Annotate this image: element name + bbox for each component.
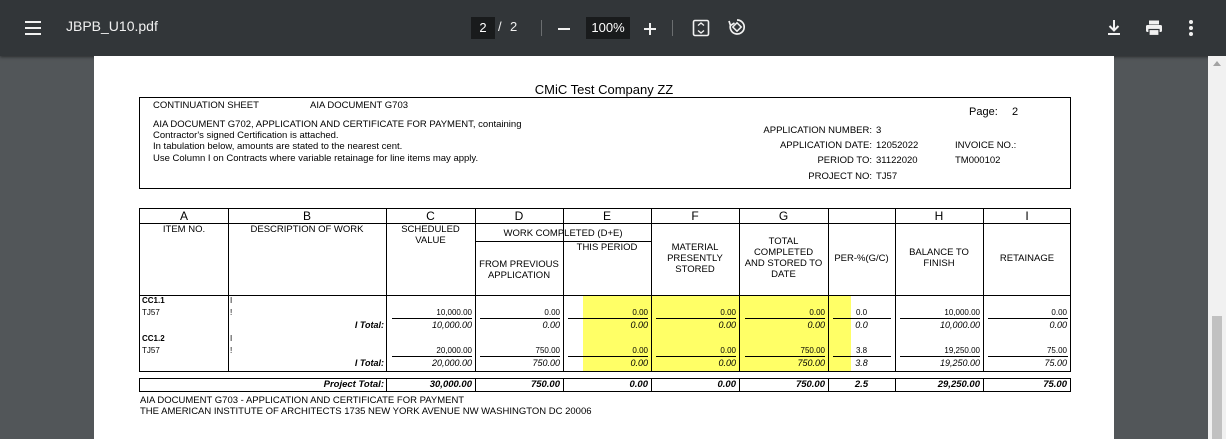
project-total-percent: 2.5 bbox=[854, 379, 869, 390]
total-scheduled: 20,000.00 bbox=[431, 358, 472, 368]
print-button[interactable] bbox=[1144, 18, 1164, 38]
header-material-stored: STORED bbox=[675, 264, 715, 275]
column-letter: F bbox=[691, 209, 699, 223]
total-balance: 19,250.00 bbox=[939, 358, 980, 368]
invoice-no-label: INVOICE NO.: bbox=[955, 140, 1017, 151]
cell-retainage: 75.00 bbox=[1046, 346, 1067, 355]
cell-percent: 3.8 bbox=[855, 346, 868, 355]
header-scheduled-value: SCHEDULED bbox=[401, 224, 460, 235]
rotate-button[interactable] bbox=[727, 17, 747, 37]
total-completed: 750.00 bbox=[797, 358, 825, 368]
cell-scheduled: 10,000.00 bbox=[436, 308, 472, 317]
total-from-previous: 0.00 bbox=[542, 320, 560, 330]
cell-total-completed: 750.00 bbox=[800, 346, 825, 355]
vertical-scrollbar[interactable] bbox=[1208, 56, 1226, 439]
header-total-completed: DATE bbox=[771, 269, 796, 280]
application-date: 12052022 bbox=[876, 140, 919, 151]
total-material: 0.00 bbox=[718, 320, 736, 330]
period-to-label: PERIOD TO: bbox=[817, 155, 872, 166]
cell-balance: 19,250.00 bbox=[944, 346, 980, 355]
total-scheduled: 10,000.00 bbox=[431, 320, 472, 330]
page-separator: / bbox=[498, 19, 502, 34]
zoom-level-input[interactable]: 100% bbox=[586, 17, 630, 39]
header-note-line: Contractor's signed Certification is attached. bbox=[153, 130, 339, 141]
column-letter: D bbox=[514, 209, 524, 223]
header-note-line: Use Column I on Contracts where variable retainage for line items may apply. bbox=[153, 153, 479, 164]
column-letter: E bbox=[602, 209, 611, 223]
header-note-line: In tabulation below, amounts are stated to the nearest cent. bbox=[153, 141, 403, 152]
column-letter: B bbox=[302, 209, 311, 223]
period-to: 31122020 bbox=[876, 155, 918, 166]
header-total-completed: COMPLETED bbox=[753, 247, 814, 258]
total-balance: 10,000.00 bbox=[939, 320, 980, 330]
total-retainage: 75.00 bbox=[1044, 358, 1067, 368]
sheet-label: CONTINUATION SHEET bbox=[153, 100, 259, 111]
project-no-label: PROJECT NO: bbox=[808, 171, 872, 182]
application-date-label: APPLICATION DATE: bbox=[779, 140, 872, 151]
item-total-label: I Total: bbox=[354, 358, 384, 368]
header-from-previous: FROM PREVIOUS bbox=[479, 259, 559, 270]
column-letter: H bbox=[934, 209, 944, 223]
project-total-balance: 29,250.00 bbox=[937, 379, 980, 390]
cell-from-previous: 750.00 bbox=[535, 346, 560, 355]
scroll-up-arrow-icon[interactable] bbox=[1213, 61, 1221, 66]
item-code: CC1.1 bbox=[142, 296, 165, 305]
cell-this-period: 0.00 bbox=[632, 308, 648, 317]
more-actions-button[interactable] bbox=[1184, 18, 1198, 38]
project-total-row bbox=[139, 378, 1071, 392]
description-mark: ! bbox=[230, 308, 233, 317]
cell-scheduled: 20,000.00 bbox=[436, 346, 472, 355]
page-number-input[interactable]: 2 bbox=[471, 17, 495, 39]
page-label: Page: bbox=[969, 106, 998, 118]
total-from-previous: 750.00 bbox=[532, 358, 560, 368]
pdf-page bbox=[94, 56, 1114, 439]
column-letter: C bbox=[426, 209, 435, 223]
total-percent: 3.8 bbox=[855, 358, 868, 368]
header-material-stored: MATERIAL bbox=[671, 242, 719, 253]
fit-page-icon bbox=[692, 19, 710, 37]
continuation-table bbox=[139, 208, 1071, 372]
rotate-icon bbox=[727, 17, 747, 37]
project-no: TJ57 bbox=[876, 171, 898, 182]
aia-document-label: AIA DOCUMENT G703 bbox=[310, 100, 409, 111]
cell-from-previous: 0.00 bbox=[544, 308, 560, 317]
application-number: 3 bbox=[876, 125, 882, 136]
header-balance: BALANCE TO bbox=[909, 247, 969, 258]
total-percent: 0.0 bbox=[855, 320, 868, 330]
project-total-label: Project Total: bbox=[323, 379, 384, 390]
scrollbar-thumb[interactable] bbox=[1212, 316, 1222, 439]
footer-line: AIA DOCUMENT G703 - APPLICATION AND CERTIFICATE FOR PAYMENT bbox=[140, 395, 465, 406]
application-number-label: APPLICATION NUMBER: bbox=[763, 125, 872, 136]
company-name: CMiC Test Company ZZ bbox=[534, 82, 674, 97]
header-from-previous: APPLICATION bbox=[487, 270, 551, 281]
header-note-line: AIA DOCUMENT G702, APPLICATION AND CERTIFICATE FOR PAYMENT, containing bbox=[153, 119, 522, 130]
column-letter: I bbox=[1025, 209, 1029, 223]
header-scheduled-value: VALUE bbox=[415, 235, 446, 246]
zoom-in-button[interactable] bbox=[642, 18, 658, 38]
header-balance: FINISH bbox=[923, 258, 955, 269]
header-item-no: ITEM NO. bbox=[162, 224, 206, 235]
cell-retainage: 0.00 bbox=[1051, 308, 1067, 317]
description-mark: I bbox=[230, 296, 233, 305]
zoom-out-button[interactable] bbox=[556, 18, 572, 38]
description-mark: ! bbox=[230, 346, 233, 355]
download-button[interactable] bbox=[1105, 18, 1123, 38]
print-icon bbox=[1144, 18, 1164, 38]
project-total-completed: 750.00 bbox=[795, 379, 825, 390]
project-total-material: 0.00 bbox=[717, 379, 736, 390]
cell-material: 0.00 bbox=[720, 346, 736, 355]
cell-this-period: 0.00 bbox=[632, 346, 648, 355]
cell-total-completed: 0.00 bbox=[809, 308, 825, 317]
item-sub: TJ57 bbox=[142, 308, 160, 317]
toolbar-divider bbox=[672, 20, 673, 36]
item-total-label: I Total: bbox=[354, 320, 384, 330]
header-work-completed: WORK COMPLETED (D+E) bbox=[503, 228, 623, 239]
page-total: 2 bbox=[510, 19, 518, 34]
header-total-completed: TOTAL bbox=[768, 236, 799, 247]
project-total-from-previous: 750.00 bbox=[530, 379, 560, 390]
project-total-this-period: 0.00 bbox=[629, 379, 648, 390]
invoice-no: TM000102 bbox=[955, 155, 1001, 166]
column-letter: G bbox=[778, 209, 789, 223]
pdf-toolbar bbox=[0, 0, 1226, 56]
application-header bbox=[139, 97, 1071, 189]
footer-line: THE AMERICAN INSTITUTE OF ARCHITECTS 1735 NEW YORK AVENUE NW WASHINGTON DC 20006 bbox=[140, 406, 592, 417]
total-material: 0.00 bbox=[718, 358, 736, 368]
document-title: JBPB_U10.pdf bbox=[66, 18, 158, 34]
project-total-retainage: 75.00 bbox=[1043, 379, 1067, 390]
cell-balance: 10,000.00 bbox=[944, 308, 980, 317]
header-total-completed: AND STORED TO bbox=[744, 258, 823, 269]
header-retainage: RETAINAGE bbox=[999, 253, 1055, 264]
header-percent: PER-%(G/C) bbox=[834, 253, 889, 264]
item-sub: TJ57 bbox=[142, 346, 160, 355]
total-this-period: 0.00 bbox=[630, 358, 648, 368]
download-icon bbox=[1105, 18, 1123, 38]
total-this-period: 0.00 bbox=[630, 320, 648, 330]
total-retainage: 0.00 bbox=[1049, 320, 1067, 330]
page-value: 2 bbox=[1012, 106, 1019, 118]
total-completed: 0.00 bbox=[807, 320, 825, 330]
cell-material: 0.00 bbox=[720, 308, 736, 317]
header-description: DESCRIPTION OF WORK bbox=[250, 224, 364, 235]
fit-to-page-button[interactable] bbox=[692, 19, 710, 37]
header-this-period: THIS PERIOD bbox=[576, 242, 638, 253]
project-total-scheduled: 30,000.00 bbox=[429, 379, 472, 390]
header-material-stored: PRESENTLY bbox=[667, 253, 723, 264]
menu-icon[interactable] bbox=[20, 16, 46, 40]
column-letter: A bbox=[179, 209, 188, 223]
description-mark: I bbox=[230, 334, 233, 343]
cell-percent: 0.0 bbox=[855, 308, 868, 317]
item-code: CC1.2 bbox=[142, 334, 165, 343]
toolbar-divider bbox=[541, 20, 542, 36]
